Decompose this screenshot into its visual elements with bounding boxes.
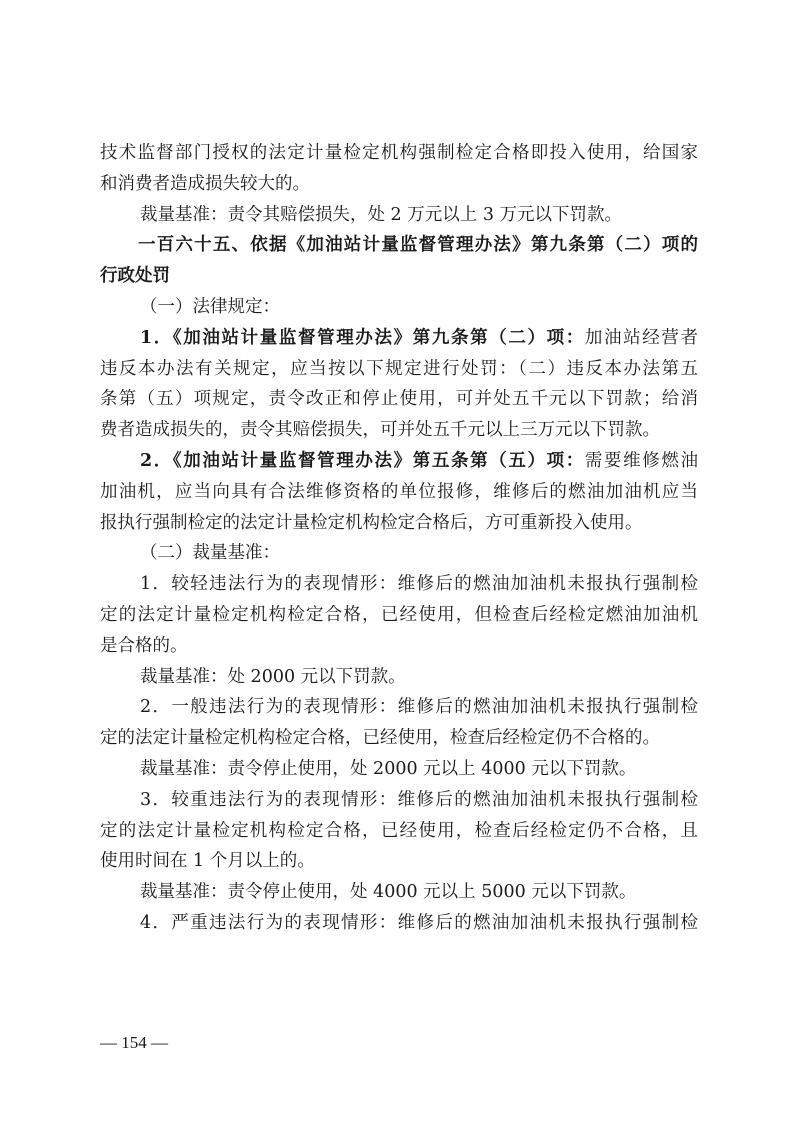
article-reference: 1．《加油站计量监督管理办法》第九条第（二）项： [140,327,585,348]
text-line [100,446,698,477]
paragraph-general-standard [100,754,698,785]
paragraph-loss-tail [100,138,698,200]
text-span: 需要维修燃油 [584,450,698,471]
paragraph-severe-violation [100,908,698,939]
paragraph-minor-standard [100,662,698,693]
text-line: 条第（五）项规定，责令改正和停止使用，可并处五千元以下罚款；给消 [100,389,698,410]
text-line: 违反本办法有关规定，应当按以下规定进行处罚：（二）违反本办法第五 [100,358,698,379]
document-body [100,138,698,939]
paragraph-general-violation [100,692,698,754]
subsection-discretion [100,538,698,569]
text-line: 3．较重违法行为的表现情形：维修后的燃油加油机未报执行强制检 [140,789,698,810]
text-line: 费者造成损失的，责令其赔偿损失，可并处五千元以上三万元以下罚款。 [100,420,660,441]
paragraph-article-5 [100,446,698,538]
paragraph-serious-standard [100,877,698,908]
text-line: 使用时间在 1 个月以上的。 [100,851,315,872]
heading-line: 行政处罚 [100,266,170,287]
text-line: 定的法定计量检定机构检定合格，已经使用，检查后经检定仍不合格的。 [100,728,660,749]
text-span: 加油站经营者 [584,327,698,348]
text-line: 技术监督部门授权的法定计量检定机构强制检定合格即投入使用，给国家 [100,143,698,163]
heading-line: 一百六十五、依据《加油站计量监督管理办法》第九条第（二）项的 [138,235,698,256]
paragraph-discretion-standard [100,200,698,231]
text-line: （二）裁量基准： [140,543,280,564]
paragraph-minor-violation [100,569,698,661]
text-line: 报执行强制检定的法定计量检定机构检定合格后，方可重新投入使用。 [100,512,643,533]
text-line [100,323,698,354]
text-line: 裁量基准：责令其赔偿损失，处 2 万元以上 3 万元以下罚款。 [140,204,623,225]
text-line: 定的法定计量检定机构检定合格，已经使用，检查后经检定仍不合格，且 [100,820,698,841]
text-line: 裁量基准：责令停止使用，处 4000 元以上 5000 元以下罚款。 [140,882,637,903]
text-line: 2．一般违法行为的表现情形：维修后的燃油加油机未报执行强制检 [140,697,698,718]
subsection-legal-provisions [100,292,698,323]
text-line: 和消费者造成损失较大的。 [100,173,310,194]
text-line: 裁量基准：处 2000 元以下罚款。 [140,666,406,687]
page-number: — 154 — [100,1033,168,1052]
text-line: （一）法律规定： [140,296,280,317]
text-line: 4．严重违法行为的表现情形：维修后的燃油加油机未报执行强制检 [140,912,698,933]
text-line: 裁量基准：责令停止使用，处 2000 元以上 4000 元以下罚款。 [140,758,637,779]
text-line: 1．较轻违法行为的表现情形：维修后的燃油加油机未报执行强制检 [140,574,698,595]
text-line: 加油机，应当向具有合法维修资格的单位报修，维修后的燃油加油机应当 [100,481,698,502]
paragraph-article-9 [100,323,698,446]
text-line: 是合格的。 [100,635,188,656]
section-heading [100,230,698,292]
paragraph-serious-violation [100,785,698,877]
text-line: 定的法定计量检定机构检定合格，已经使用，但检查后经检定燃油加油机 [100,604,698,625]
article-reference: 2．《加油站计量监督管理办法》第五条第（五）项： [140,450,585,471]
